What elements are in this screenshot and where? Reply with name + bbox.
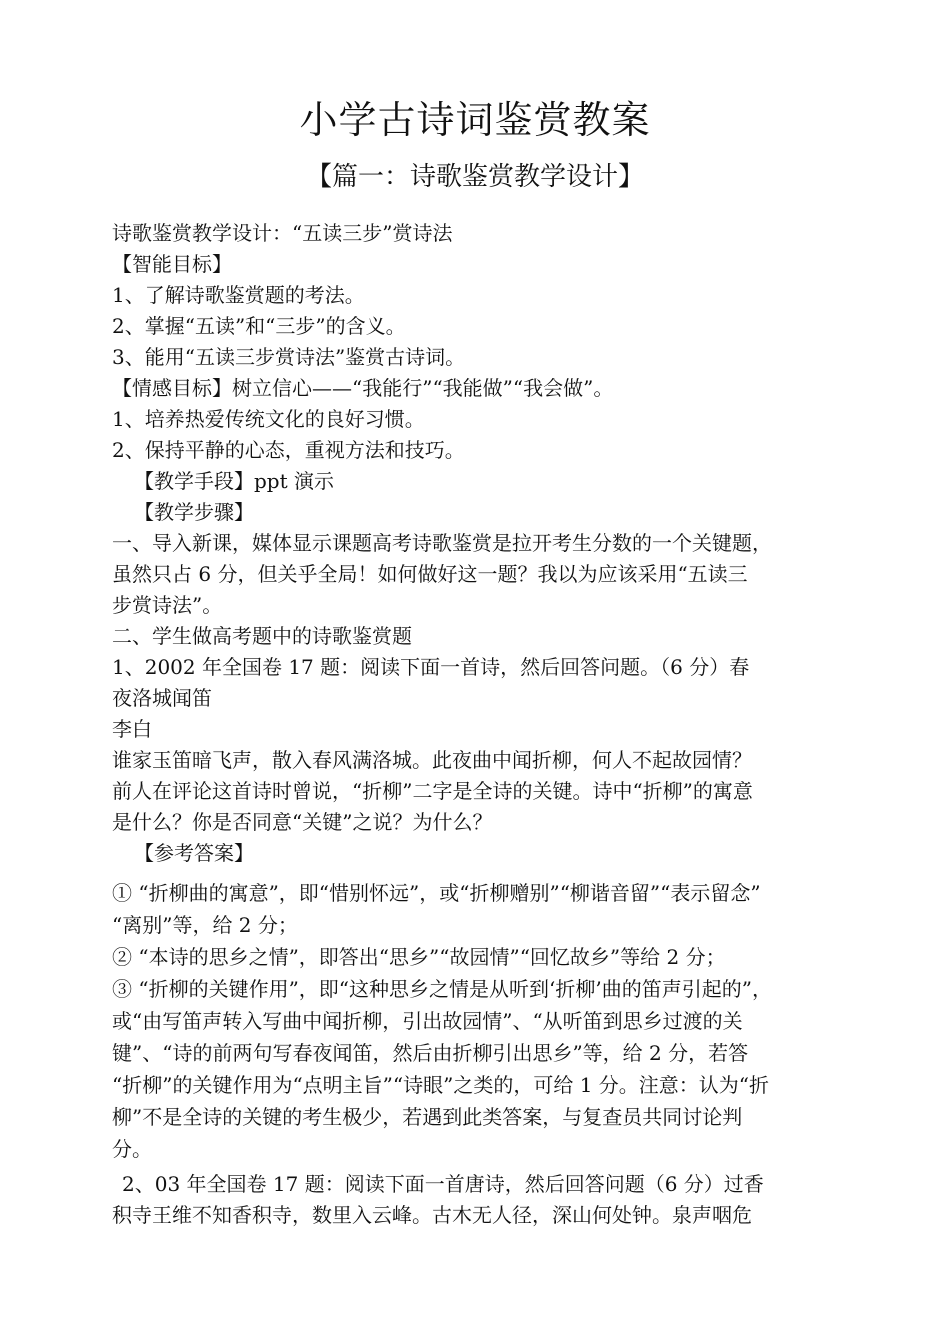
text-line: 【教学步骤】: [134, 500, 254, 524]
text-line: 1、培养热爱传统文化的良好习惯。: [112, 407, 425, 431]
document-subtitle: 【篇一：诗歌鉴赏教学设计】: [305, 162, 644, 192]
answer-line: ③ “折柳的关键作用”，即“这种思乡之情是从听到‘折柳’曲的笛声引起的”，: [112, 977, 772, 1001]
text-line: 2、03 年全国卷 17 题：阅读下面一首唐诗，然后回答问题（6 分）过香: [122, 1172, 764, 1196]
text-line: 2、保持平静的心态，重视方法和技巧。: [112, 438, 465, 462]
answer-line: 分。: [112, 1137, 152, 1161]
text-line: 积寺王维不知香积寺，数里入云峰。古木无人径，深山何处钟。泉声咽危: [112, 1203, 752, 1227]
document-title: 小学古诗词鉴赏教案: [299, 98, 651, 142]
answer-line: 或“由写笛声转入写曲中闻折柳，引出故园情”、“从听笛到思乡过渡的关: [112, 1009, 743, 1033]
answer-line: 柳”不是全诗的关键的考生极少，若遇到此类答案，与复查员共同讨论判: [112, 1105, 743, 1129]
text-line: 【智能目标】: [112, 252, 232, 276]
text-line: 2、掌握“五读”和“三步”的含义。: [112, 314, 406, 338]
text-line: 1、2002 年全国卷 17 题：阅读下面一首诗，然后回答问题。（6 分）春: [112, 655, 750, 679]
text-line: 诗歌鉴赏教学设计：“五读三步”赏诗法: [112, 221, 453, 245]
text-line: 步赏诗法”。: [112, 593, 223, 617]
answer-line: ② “本诗的思乡之情”，即答出“思乡”“故园情”“回忆故乡”等给 2 分；: [112, 945, 726, 969]
text-line: 前人在评论这首诗时曾说，“折柳”二字是全诗的关键。诗中“折柳”的寓意: [112, 779, 753, 803]
text-line: 【情感目标】树立信心——“我能行”“我能做”“我会做”。: [112, 376, 614, 400]
text-line: 虽然只占 6 分，但关乎全局！如何做好这一题？我以为应该采用“五读三: [112, 562, 748, 586]
answer-line: “离别”等，给 2 分；: [112, 913, 298, 937]
text-line: 是什么？你是否同意“关键”之说？为什么？: [112, 810, 493, 834]
text-line: 1、了解诗歌鉴赏题的考法。: [112, 283, 365, 307]
text-line: 一、导入新课，媒体显示课题高考诗歌鉴赏是拉开考生分数的一个关键题，: [112, 531, 772, 555]
answer-line: 键”、“诗的前两句写春夜闻笛，然后由折柳引出思乡”等，给 2 分，若答: [112, 1041, 749, 1065]
text-line: 【教学手段】ppt 演示: [134, 469, 334, 493]
text-line: 夜洛城闻笛: [112, 686, 212, 710]
text-line: 谁家玉笛暗飞声，散入春风满洛城。此夜曲中闻折柳，何人不起故园情？: [112, 748, 752, 772]
text-line: 二、学生做高考题中的诗歌鉴赏题: [112, 624, 412, 648]
text-line: 3、能用“五读三步赏诗法”鉴赏古诗词。: [112, 345, 466, 369]
answer-line: ① “折柳曲的寓意”，即“惜别怀远”，或“折柳赠别”“柳谐音留”“表示留念”: [112, 881, 761, 905]
text-line: 李白: [112, 717, 152, 741]
answer-line: “折柳”的关键作用为“点明主旨”“诗眼”之类的，可给 1 分。注意：认为“折: [112, 1073, 770, 1097]
text-line: 【参考答案】: [134, 841, 254, 865]
document-body: [112, 218, 882, 1231]
